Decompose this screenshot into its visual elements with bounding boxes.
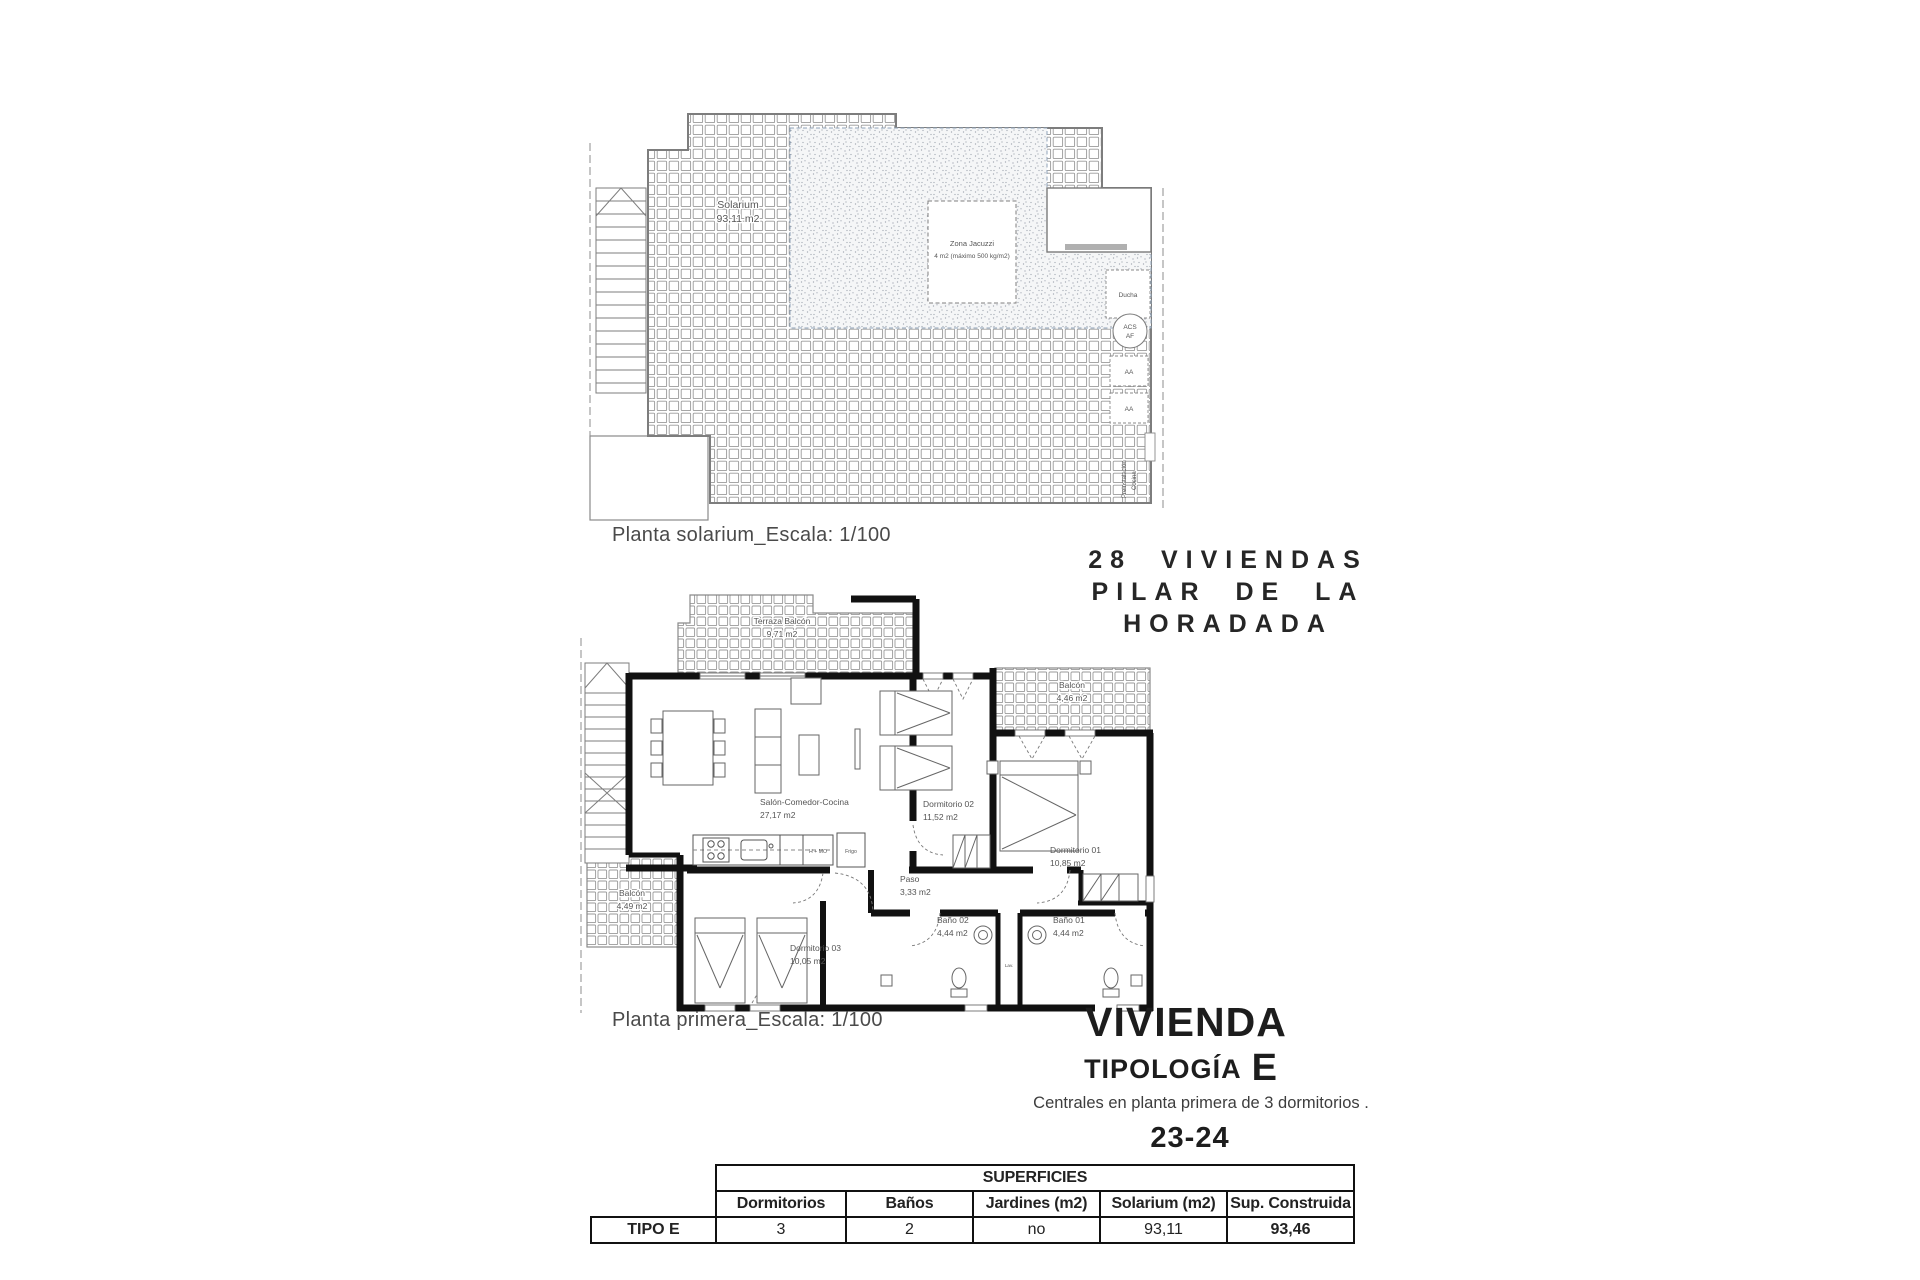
acs-unit-circle [1113, 314, 1147, 348]
acs-label: ACS [1123, 324, 1137, 331]
svg-text:Solarium: Solarium [717, 199, 759, 211]
value-sup-construida: 93,46 [1227, 1217, 1354, 1243]
salon-area: 27,17 m2 [760, 810, 796, 820]
terraza-area: 9,71 m2 [766, 629, 798, 639]
kitchen-frigo-label: Frigo [845, 849, 857, 855]
salon-name: Salón-Comedor-Cocina [760, 797, 849, 807]
bano02-drain [881, 975, 892, 986]
col-header-solarium: Solarium (m2) [1100, 1191, 1227, 1217]
first-floor-stairs [585, 663, 629, 863]
solarium-plan-caption: Planta solarium_Escala: 1/100 [612, 524, 891, 546]
col-header-jardines: Jardines (m2) [973, 1191, 1100, 1217]
kitchen-hmo-label: H + MO [808, 849, 828, 855]
tipologia-letter: E [1251, 1047, 1278, 1089]
armchair [791, 678, 821, 704]
service-window [1145, 433, 1155, 461]
bano01-drain [1131, 975, 1142, 986]
bano02-toilet-tank [951, 989, 967, 997]
table-group-header: SUPERFICIES [716, 1165, 1354, 1191]
dining-table [663, 711, 713, 785]
jacuzzi-zone [928, 201, 1016, 303]
dorm03-area: 10,05 m2 [790, 956, 826, 966]
first-floor-plan-caption: Planta primera_Escala: 1/100 [612, 1009, 883, 1031]
solarium-lower-left-structure [590, 436, 708, 520]
lav-label: Lav. [1004, 963, 1014, 968]
project-title-line2: PILAR DE LA [1091, 578, 1365, 606]
paso-area: 3,33 m2 [900, 887, 931, 897]
col-header-banos: Baños [846, 1191, 973, 1217]
col-header-dormitorios: Dormitorios [716, 1191, 846, 1217]
first-floor-plan [575, 583, 1185, 1018]
value-jardines: no [973, 1217, 1100, 1243]
col-header-sup-construida: Sup. Construida [1227, 1191, 1354, 1217]
table-spacer [591, 1191, 716, 1217]
aa-top-label: AA [1124, 369, 1134, 376]
project-title-line1: 28 VIVIENDAS [1088, 546, 1368, 574]
dorm03-name: Dormitorio 03 [790, 943, 842, 953]
dorm02-name: Dormitorio 02 [923, 799, 975, 809]
living-furniture [651, 678, 860, 793]
superficies-table [590, 1164, 1355, 1244]
dorm02-furniture [880, 691, 990, 868]
svg-text:93,11 m2: 93,11 m2 [716, 213, 760, 225]
solarium-stairs [596, 188, 646, 393]
solarium-floor-plan [560, 88, 1170, 528]
bano02-toilet [952, 968, 966, 988]
vivienda-title: VIVIENDA [1085, 999, 1287, 1045]
paso-name: Paso [900, 874, 920, 884]
sofa [755, 709, 781, 793]
bano01-name: Baño 01 [1053, 915, 1085, 925]
ducha-label: Ducha [1118, 292, 1138, 299]
dorm01-area: 10,85 m2 [1050, 858, 1086, 868]
bano02-name: Baño 02 [937, 915, 969, 925]
balcon-left-name: Balcón [619, 888, 645, 898]
coffee-table [799, 735, 819, 775]
tv [855, 729, 860, 769]
aa-bottom-label: AA [1124, 406, 1134, 413]
bano01-area: 4,44 m2 [1053, 928, 1084, 938]
type-description: Centrales en planta primera de 3 dormitorios . [1033, 1094, 1369, 1112]
preinstalacion-label: Preinstalación [1122, 460, 1128, 498]
af-label: AF [1125, 333, 1135, 340]
bano01-toilet [1104, 968, 1118, 988]
dorm01-name: Dormitorio 01 [1050, 845, 1102, 855]
jacuzzi-label: Zona Jacuzzi [949, 239, 995, 248]
terraza-name: Terraza Balcón [753, 616, 811, 626]
bathroom-fixtures [881, 926, 1142, 997]
table-row-tipo-e [591, 1217, 1354, 1243]
value-solarium: 93,11 [1100, 1217, 1227, 1243]
dorm01-furniture [987, 761, 1138, 901]
unit-numbers: 23-24 [1150, 1122, 1230, 1154]
dorm02-area: 11,52 m2 [923, 812, 958, 822]
balcon-left-area: 4,49 m2 [616, 901, 648, 911]
row-label: TIPO E [591, 1217, 716, 1243]
balcon-right-area: 4,46 m2 [1056, 693, 1088, 703]
kitchen-counter [693, 833, 865, 867]
value-banos: 2 [846, 1217, 973, 1243]
solarium-upper-room [1047, 188, 1151, 252]
jacuzzi-load-label: 4 m2 (máximo 500 kg/m2) [934, 253, 1010, 260]
bano02-area: 4,44 m2 [937, 928, 968, 938]
project-title-line3: HORADADA [1123, 610, 1333, 638]
value-dormitorios: 3 [716, 1217, 846, 1243]
balcon-right-name: Balcón [1059, 680, 1085, 690]
tipologia-line [1031, 1047, 1331, 1090]
bano01-toilet-tank [1103, 989, 1119, 997]
door-sill [1065, 244, 1127, 250]
table-spacer [591, 1165, 716, 1191]
cocina-label: Cocina [1132, 471, 1138, 490]
tipologia-label: TIPOLOGÍA [1084, 1054, 1242, 1084]
